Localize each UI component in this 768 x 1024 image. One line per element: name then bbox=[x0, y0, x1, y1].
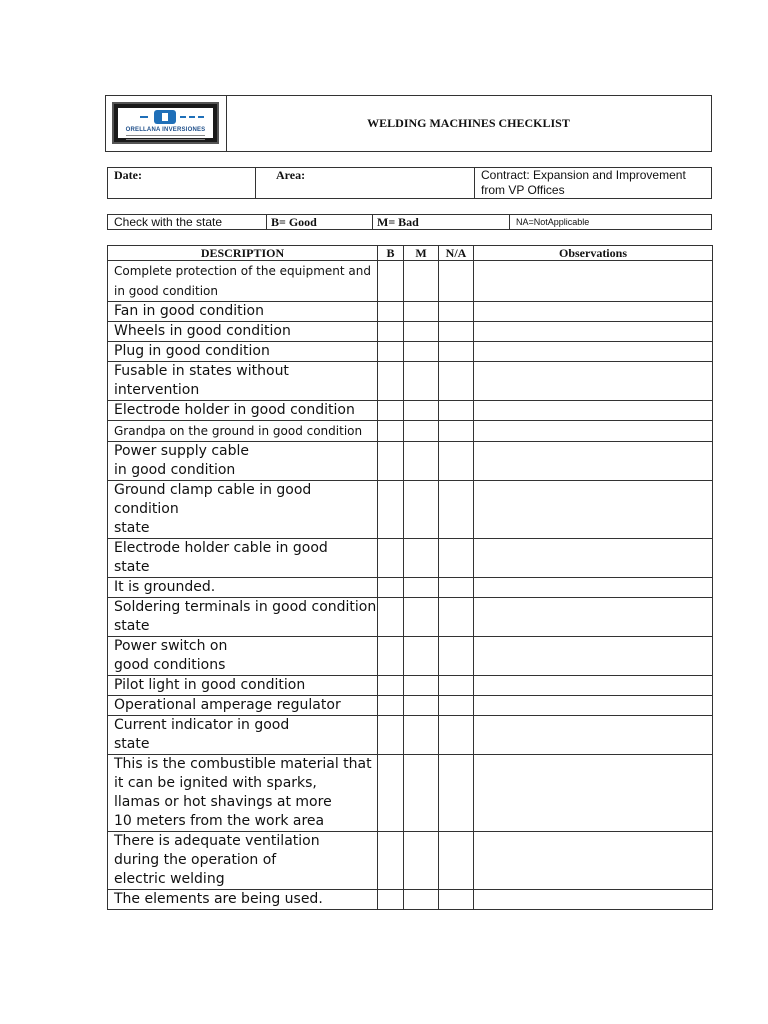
logo-cell bbox=[106, 96, 227, 151]
table-row bbox=[108, 322, 713, 342]
observations-cell[interactable] bbox=[474, 890, 713, 910]
check-m-cell[interactable] bbox=[404, 539, 439, 578]
checklist-table bbox=[107, 245, 713, 910]
check-b-cell[interactable] bbox=[378, 362, 404, 401]
check-b-cell[interactable] bbox=[378, 637, 404, 676]
header-box bbox=[105, 95, 712, 152]
check-na-cell[interactable] bbox=[439, 261, 474, 302]
logo-mark-icon bbox=[154, 110, 176, 124]
item-description: Grandpa on the ground in good condition bbox=[108, 421, 378, 442]
check-m-cell[interactable] bbox=[404, 442, 439, 481]
contract-text: Contract: Expansion and Improvement from VP Offices bbox=[481, 168, 686, 197]
check-na-cell[interactable] bbox=[439, 362, 474, 401]
check-m-cell[interactable] bbox=[404, 401, 439, 421]
info-row bbox=[107, 167, 712, 199]
check-b-cell[interactable] bbox=[378, 598, 404, 637]
check-b-cell[interactable] bbox=[378, 322, 404, 342]
table-row bbox=[108, 832, 713, 890]
check-b-cell[interactable] bbox=[378, 421, 404, 442]
check-b-cell[interactable] bbox=[378, 342, 404, 362]
check-na-cell[interactable] bbox=[439, 696, 474, 716]
observations-cell[interactable] bbox=[474, 442, 713, 481]
item-description: Power supply cable in good condition bbox=[108, 442, 378, 481]
observations-cell[interactable] bbox=[474, 342, 713, 362]
check-na-cell[interactable] bbox=[439, 442, 474, 481]
table-header-row bbox=[108, 246, 713, 261]
table-row bbox=[108, 755, 713, 832]
table-row bbox=[108, 637, 713, 676]
item-description: There is adequate ventilation during the operation of electric welding bbox=[108, 832, 378, 890]
item-description: Power switch on good conditions bbox=[108, 637, 378, 676]
check-b-cell[interactable] bbox=[378, 539, 404, 578]
check-b-cell[interactable] bbox=[378, 302, 404, 322]
page-title: WELDING MACHINES CHECKLIST bbox=[367, 116, 570, 130]
date-label: Date: bbox=[114, 168, 142, 182]
company-logo bbox=[112, 102, 219, 144]
check-na-cell[interactable] bbox=[439, 755, 474, 832]
check-b-cell[interactable] bbox=[378, 676, 404, 696]
check-na-cell[interactable] bbox=[439, 890, 474, 910]
observations-cell[interactable] bbox=[474, 261, 713, 302]
legend-na: NA=NotApplicable bbox=[516, 217, 590, 227]
check-b-cell[interactable] bbox=[378, 755, 404, 832]
item-description: Ground clamp cable in good condition state bbox=[108, 481, 378, 539]
table-row bbox=[108, 890, 713, 910]
check-na-cell[interactable] bbox=[439, 322, 474, 342]
check-na-cell[interactable] bbox=[439, 342, 474, 362]
observations-cell[interactable] bbox=[474, 755, 713, 832]
table-row bbox=[108, 362, 713, 401]
legend-bad: M= Bad bbox=[377, 215, 419, 229]
observations-cell[interactable] bbox=[474, 578, 713, 598]
area-label: Area: bbox=[276, 168, 306, 182]
item-description: The elements are being used. bbox=[108, 890, 378, 910]
check-na-cell[interactable] bbox=[439, 578, 474, 598]
check-m-cell[interactable] bbox=[404, 716, 439, 755]
item-description: It is grounded. bbox=[108, 578, 378, 598]
table-row bbox=[108, 539, 713, 578]
table-row bbox=[108, 442, 713, 481]
check-na-cell[interactable] bbox=[439, 598, 474, 637]
col-header-description: DESCRIPTION bbox=[108, 246, 378, 261]
check-m-cell[interactable] bbox=[404, 676, 439, 696]
observations-cell[interactable] bbox=[474, 302, 713, 322]
observations-cell[interactable] bbox=[474, 481, 713, 539]
observations-cell[interactable] bbox=[474, 676, 713, 696]
table-row bbox=[108, 676, 713, 696]
table-row bbox=[108, 481, 713, 539]
item-description: Wheels in good condition bbox=[108, 322, 378, 342]
check-m-cell[interactable] bbox=[404, 598, 439, 637]
observations-cell[interactable] bbox=[474, 362, 713, 401]
observations-cell[interactable] bbox=[474, 421, 713, 442]
item-description: Fan in good condition bbox=[108, 302, 378, 322]
legend-row bbox=[107, 214, 712, 230]
check-m-cell[interactable] bbox=[404, 322, 439, 342]
check-b-cell[interactable] bbox=[378, 401, 404, 421]
check-b-cell[interactable] bbox=[378, 481, 404, 539]
check-na-cell[interactable] bbox=[439, 302, 474, 322]
check-m-cell[interactable] bbox=[404, 481, 439, 539]
table-row bbox=[108, 696, 713, 716]
item-description: Pilot light in good condition bbox=[108, 676, 378, 696]
observations-cell[interactable] bbox=[474, 716, 713, 755]
item-description: Current indicator in good state bbox=[108, 716, 378, 755]
check-na-cell[interactable] bbox=[439, 832, 474, 890]
check-m-cell[interactable] bbox=[404, 890, 439, 910]
col-header-observations: Observations bbox=[474, 246, 713, 261]
check-b-cell[interactable] bbox=[378, 832, 404, 890]
observations-cell[interactable] bbox=[474, 637, 713, 676]
table-row bbox=[108, 716, 713, 755]
check-m-cell[interactable] bbox=[404, 637, 439, 676]
check-m-cell[interactable] bbox=[404, 362, 439, 401]
table-row bbox=[108, 261, 713, 302]
observations-cell[interactable] bbox=[474, 401, 713, 421]
observations-cell[interactable] bbox=[474, 696, 713, 716]
check-m-cell[interactable] bbox=[404, 696, 439, 716]
check-m-cell[interactable] bbox=[404, 261, 439, 302]
item-description: Fusable in states without intervention bbox=[108, 362, 378, 401]
item-description: Soldering terminals in good condition state bbox=[108, 598, 378, 637]
check-b-cell[interactable] bbox=[378, 442, 404, 481]
item-description: This is the combustible material that it can be ignited with sparks, llamas or hot shavings at more 10 meters from the work area bbox=[108, 755, 378, 832]
col-header-b: B bbox=[378, 246, 404, 261]
check-na-cell[interactable] bbox=[439, 421, 474, 442]
check-na-cell[interactable] bbox=[439, 637, 474, 676]
check-na-cell[interactable] bbox=[439, 401, 474, 421]
observations-cell[interactable] bbox=[474, 322, 713, 342]
table-row bbox=[108, 421, 713, 442]
check-b-cell[interactable] bbox=[378, 696, 404, 716]
item-description: Operational amperage regulator bbox=[108, 696, 378, 716]
col-header-m: M bbox=[404, 246, 439, 261]
check-m-cell[interactable] bbox=[404, 578, 439, 598]
check-m-cell[interactable] bbox=[404, 421, 439, 442]
table-row bbox=[108, 401, 713, 421]
check-m-cell[interactable] bbox=[404, 302, 439, 322]
observations-cell[interactable] bbox=[474, 539, 713, 578]
check-b-cell[interactable] bbox=[378, 261, 404, 302]
table-row bbox=[108, 598, 713, 637]
legend-good: B= Good bbox=[271, 215, 317, 229]
col-header-na: N/A bbox=[439, 246, 474, 261]
check-b-cell[interactable] bbox=[378, 578, 404, 598]
logo-text: ORELLANA INVERSIONES bbox=[125, 127, 206, 133]
check-na-cell[interactable] bbox=[439, 676, 474, 696]
item-description: Plug in good condition bbox=[108, 342, 378, 362]
observations-cell[interactable] bbox=[474, 832, 713, 890]
check-m-cell[interactable] bbox=[404, 832, 439, 890]
check-na-cell[interactable] bbox=[439, 539, 474, 578]
item-description: Complete protection of the equipment and in good condition bbox=[108, 261, 378, 302]
check-na-cell[interactable] bbox=[439, 481, 474, 539]
check-b-cell[interactable] bbox=[378, 716, 404, 755]
item-description: Electrode holder cable in good state bbox=[108, 539, 378, 578]
table-row bbox=[108, 302, 713, 322]
table-row bbox=[108, 578, 713, 598]
check-m-cell[interactable] bbox=[404, 755, 439, 832]
observations-cell[interactable] bbox=[474, 598, 713, 637]
table-row bbox=[108, 342, 713, 362]
check-na-cell[interactable] bbox=[439, 716, 474, 755]
check-b-cell[interactable] bbox=[378, 890, 404, 910]
legend-check: Check with the state bbox=[114, 215, 223, 229]
check-m-cell[interactable] bbox=[404, 342, 439, 362]
item-description: Electrode holder in good condition bbox=[108, 401, 378, 421]
